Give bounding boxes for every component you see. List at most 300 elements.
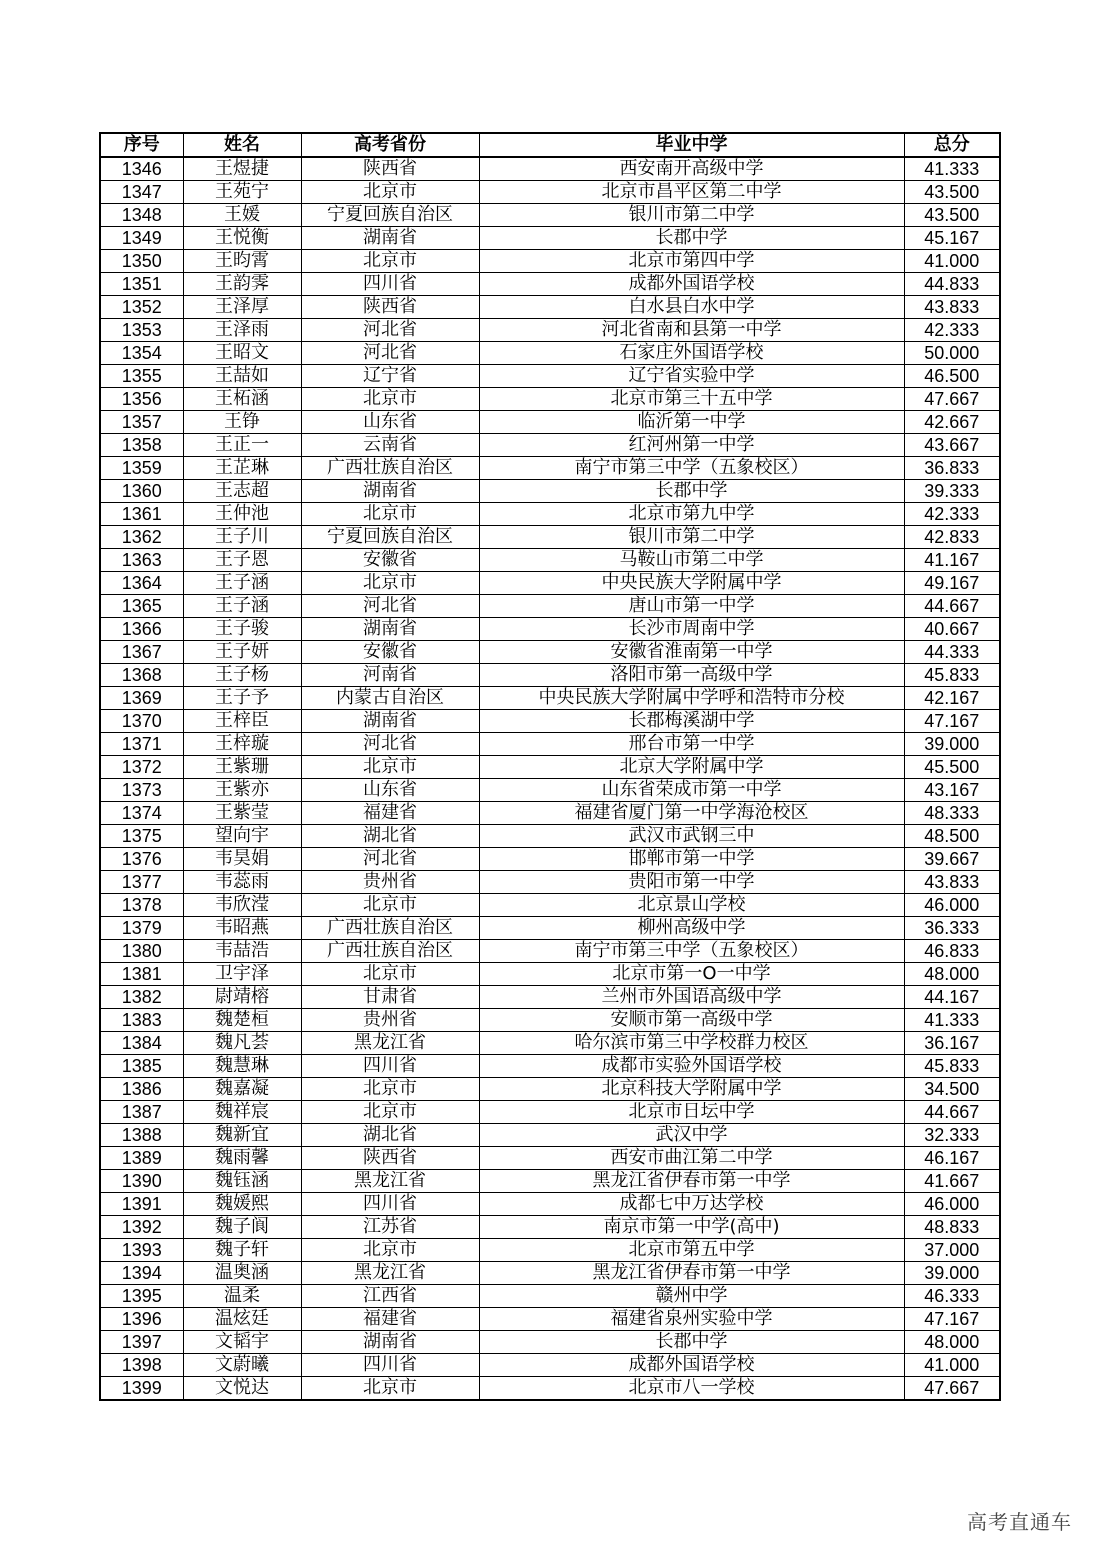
cell-score: 43.167 — [904, 779, 1000, 802]
cell-index: 1398 — [100, 1354, 183, 1377]
cell-index: 1392 — [100, 1216, 183, 1239]
table-row — [100, 273, 1000, 296]
cell-school: 北京市第五中学 — [479, 1239, 904, 1262]
cell-school: 银川市第二中学 — [479, 526, 904, 549]
cell-score: 46.000 — [904, 1193, 1000, 1216]
cell-score: 36.833 — [904, 457, 1000, 480]
cell-name: 王紫珊 — [183, 756, 301, 779]
cell-province: 江苏省 — [301, 1216, 479, 1239]
cell-index: 1360 — [100, 480, 183, 503]
table-row — [100, 342, 1000, 365]
cell-province: 黑龙江省 — [301, 1032, 479, 1055]
cell-school: 北京市日坛中学 — [479, 1101, 904, 1124]
cell-index: 1386 — [100, 1078, 183, 1101]
table-row — [100, 1170, 1000, 1193]
cell-index: 1374 — [100, 802, 183, 825]
cell-index: 1383 — [100, 1009, 183, 1032]
cell-score: 43.500 — [904, 181, 1000, 204]
cell-name: 王梓臣 — [183, 710, 301, 733]
table-row — [100, 1009, 1000, 1032]
cell-score: 48.333 — [904, 802, 1000, 825]
watermark: 高考直通车 — [967, 1510, 1072, 1534]
cell-school: 长沙市周南中学 — [479, 618, 904, 641]
table-row — [100, 250, 1000, 273]
cell-school: 北京市第三十五中学 — [479, 388, 904, 411]
cell-index: 1362 — [100, 526, 183, 549]
cell-score: 40.667 — [904, 618, 1000, 641]
cell-score: 34.500 — [904, 1078, 1000, 1101]
cell-index: 1366 — [100, 618, 183, 641]
cell-name: 王铮 — [183, 411, 301, 434]
cell-school: 安顺市第一高级中学 — [479, 1009, 904, 1032]
cell-index: 1351 — [100, 273, 183, 296]
cell-score: 46.000 — [904, 894, 1000, 917]
cell-school: 赣州中学 — [479, 1285, 904, 1308]
cell-school: 北京市八一学校 — [479, 1377, 904, 1401]
cell-school: 西安南开高级中学 — [479, 157, 904, 181]
cell-school: 黑龙江省伊春市第一中学 — [479, 1262, 904, 1285]
cell-province: 黑龙江省 — [301, 1262, 479, 1285]
cell-index: 1372 — [100, 756, 183, 779]
table-row — [100, 986, 1000, 1009]
cell-score: 48.000 — [904, 1331, 1000, 1354]
cell-province: 福建省 — [301, 802, 479, 825]
cell-province: 贵州省 — [301, 871, 479, 894]
cell-score: 48.833 — [904, 1216, 1000, 1239]
cell-score: 47.167 — [904, 710, 1000, 733]
table-row — [100, 480, 1000, 503]
cell-score: 42.167 — [904, 687, 1000, 710]
cell-score: 45.833 — [904, 1055, 1000, 1078]
table-row — [100, 802, 1000, 825]
table-row — [100, 664, 1000, 687]
table-row — [100, 1078, 1000, 1101]
header-index: 序号 — [100, 133, 183, 157]
cell-school: 唐山市第一中学 — [479, 595, 904, 618]
cell-province: 辽宁省 — [301, 365, 479, 388]
cell-province: 山东省 — [301, 411, 479, 434]
cell-index: 1353 — [100, 319, 183, 342]
cell-index: 1379 — [100, 917, 183, 940]
cell-province: 黑龙江省 — [301, 1170, 479, 1193]
cell-score: 42.333 — [904, 503, 1000, 526]
cell-school: 北京市第九中学 — [479, 503, 904, 526]
cell-name: 魏楚桓 — [183, 1009, 301, 1032]
table-row — [100, 848, 1000, 871]
cell-school: 邢台市第一中学 — [479, 733, 904, 756]
cell-name: 王子予 — [183, 687, 301, 710]
cell-name: 温炫廷 — [183, 1308, 301, 1331]
cell-province: 广西壮族自治区 — [301, 917, 479, 940]
cell-score: 37.000 — [904, 1239, 1000, 1262]
cell-school: 山东省荣成市第一中学 — [479, 779, 904, 802]
table-row — [100, 526, 1000, 549]
cell-score: 47.667 — [904, 1377, 1000, 1401]
cell-index: 1388 — [100, 1124, 183, 1147]
cell-score: 47.667 — [904, 388, 1000, 411]
cell-name: 王昀霄 — [183, 250, 301, 273]
cell-school: 北京大学附属中学 — [479, 756, 904, 779]
cell-province: 北京市 — [301, 963, 479, 986]
cell-province: 湖南省 — [301, 618, 479, 641]
cell-province: 北京市 — [301, 503, 479, 526]
cell-index: 1359 — [100, 457, 183, 480]
cell-name: 韦蕊雨 — [183, 871, 301, 894]
cell-name: 魏祥宸 — [183, 1101, 301, 1124]
cell-name: 韦喆浩 — [183, 940, 301, 963]
cell-score: 42.333 — [904, 319, 1000, 342]
cell-index: 1352 — [100, 296, 183, 319]
cell-name: 魏凡荟 — [183, 1032, 301, 1055]
table-row — [100, 1354, 1000, 1377]
cell-school: 长郡梅溪湖中学 — [479, 710, 904, 733]
cell-province: 湖南省 — [301, 227, 479, 250]
table-row — [100, 181, 1000, 204]
table-row — [100, 1124, 1000, 1147]
cell-school: 武汉中学 — [479, 1124, 904, 1147]
cell-name: 王子涵 — [183, 572, 301, 595]
cell-province: 湖南省 — [301, 710, 479, 733]
cell-index: 1363 — [100, 549, 183, 572]
cell-name: 文韬宇 — [183, 1331, 301, 1354]
cell-school: 长郡中学 — [479, 227, 904, 250]
cell-name: 王仲池 — [183, 503, 301, 526]
cell-name: 王苑宁 — [183, 181, 301, 204]
cell-index: 1357 — [100, 411, 183, 434]
cell-province: 陕西省 — [301, 157, 479, 181]
cell-score: 32.333 — [904, 1124, 1000, 1147]
cell-province: 四川省 — [301, 1055, 479, 1078]
cell-name: 魏慧琳 — [183, 1055, 301, 1078]
cell-name: 王子骏 — [183, 618, 301, 641]
cell-score: 45.500 — [904, 756, 1000, 779]
cell-name: 王子涵 — [183, 595, 301, 618]
cell-score: 44.667 — [904, 1101, 1000, 1124]
cell-school: 马鞍山市第二中学 — [479, 549, 904, 572]
cell-name: 魏子轩 — [183, 1239, 301, 1262]
cell-index: 1376 — [100, 848, 183, 871]
cell-score: 36.333 — [904, 917, 1000, 940]
cell-index: 1369 — [100, 687, 183, 710]
cell-score: 45.167 — [904, 227, 1000, 250]
table-row — [100, 1308, 1000, 1331]
table-row — [100, 1262, 1000, 1285]
cell-index: 1349 — [100, 227, 183, 250]
cell-index: 1371 — [100, 733, 183, 756]
table-row — [100, 503, 1000, 526]
cell-index: 1373 — [100, 779, 183, 802]
cell-name: 王紫莹 — [183, 802, 301, 825]
cell-school: 成都七中万达学校 — [479, 1193, 904, 1216]
cell-score: 44.667 — [904, 595, 1000, 618]
cell-province: 四川省 — [301, 273, 479, 296]
cell-province: 北京市 — [301, 894, 479, 917]
table-row — [100, 595, 1000, 618]
table-row — [100, 1377, 1000, 1401]
table-row — [100, 1239, 1000, 1262]
table-row — [100, 779, 1000, 802]
cell-province: 山东省 — [301, 779, 479, 802]
cell-school: 福建省泉州实验中学 — [479, 1308, 904, 1331]
score-table — [99, 132, 1001, 1401]
table-row — [100, 940, 1000, 963]
cell-score: 48.000 — [904, 963, 1000, 986]
cell-score: 41.167 — [904, 549, 1000, 572]
cell-index: 1367 — [100, 641, 183, 664]
cell-province: 甘肃省 — [301, 986, 479, 1009]
cell-name: 王子恩 — [183, 549, 301, 572]
cell-province: 北京市 — [301, 1377, 479, 1401]
cell-school: 河北省南和县第一中学 — [479, 319, 904, 342]
cell-name: 魏新宜 — [183, 1124, 301, 1147]
cell-province: 湖南省 — [301, 1331, 479, 1354]
table-row — [100, 1032, 1000, 1055]
cell-score: 41.000 — [904, 250, 1000, 273]
cell-name: 王子妍 — [183, 641, 301, 664]
cell-province: 北京市 — [301, 388, 479, 411]
cell-name: 尉靖榕 — [183, 986, 301, 1009]
cell-province: 四川省 — [301, 1354, 479, 1377]
table-row — [100, 319, 1000, 342]
cell-index: 1389 — [100, 1147, 183, 1170]
table-row — [100, 434, 1000, 457]
cell-school: 北京市昌平区第二中学 — [479, 181, 904, 204]
cell-index: 1370 — [100, 710, 183, 733]
cell-province: 北京市 — [301, 1239, 479, 1262]
cell-name: 王韵霁 — [183, 273, 301, 296]
cell-index: 1384 — [100, 1032, 183, 1055]
cell-index: 1348 — [100, 204, 183, 227]
cell-school: 北京市第四中学 — [479, 250, 904, 273]
cell-index: 1381 — [100, 963, 183, 986]
cell-score: 36.167 — [904, 1032, 1000, 1055]
cell-score: 44.167 — [904, 986, 1000, 1009]
cell-province: 北京市 — [301, 1078, 479, 1101]
cell-province: 内蒙古自治区 — [301, 687, 479, 710]
table-row — [100, 687, 1000, 710]
cell-school: 南宁市第三中学（五象校区） — [479, 457, 904, 480]
cell-school: 石家庄外国语学校 — [479, 342, 904, 365]
cell-province: 北京市 — [301, 250, 479, 273]
cell-score: 43.667 — [904, 434, 1000, 457]
cell-index: 1347 — [100, 181, 183, 204]
header-school: 毕业中学 — [479, 133, 904, 157]
cell-name: 王子川 — [183, 526, 301, 549]
cell-school: 邯郸市第一中学 — [479, 848, 904, 871]
cell-index: 1394 — [100, 1262, 183, 1285]
cell-index: 1355 — [100, 365, 183, 388]
table-row — [100, 365, 1000, 388]
cell-name: 温奥涵 — [183, 1262, 301, 1285]
cell-province: 福建省 — [301, 1308, 479, 1331]
cell-province: 广西壮族自治区 — [301, 940, 479, 963]
cell-school: 西安市曲江第二中学 — [479, 1147, 904, 1170]
table-row — [100, 572, 1000, 595]
table-row — [100, 157, 1000, 181]
header-name: 姓名 — [183, 133, 301, 157]
cell-score: 44.833 — [904, 273, 1000, 296]
cell-school: 北京科技大学附属中学 — [479, 1078, 904, 1101]
cell-index: 1377 — [100, 871, 183, 894]
cell-province: 安徽省 — [301, 549, 479, 572]
cell-score: 46.167 — [904, 1147, 1000, 1170]
cell-score: 41.333 — [904, 157, 1000, 181]
cell-province: 河北省 — [301, 342, 479, 365]
cell-index: 1365 — [100, 595, 183, 618]
cell-province: 广西壮族自治区 — [301, 457, 479, 480]
table-row — [100, 1055, 1000, 1078]
cell-school: 兰州市外国语高级中学 — [479, 986, 904, 1009]
cell-index: 1380 — [100, 940, 183, 963]
cell-name: 王泽厚 — [183, 296, 301, 319]
cell-name: 韦昊娟 — [183, 848, 301, 871]
cell-score: 39.667 — [904, 848, 1000, 871]
table-row — [100, 1285, 1000, 1308]
cell-score: 44.333 — [904, 641, 1000, 664]
cell-school: 柳州高级中学 — [479, 917, 904, 940]
cell-province: 贵州省 — [301, 1009, 479, 1032]
cell-name: 温柔 — [183, 1285, 301, 1308]
cell-school: 长郡中学 — [479, 1331, 904, 1354]
cell-score: 42.833 — [904, 526, 1000, 549]
cell-index: 1361 — [100, 503, 183, 526]
table-row — [100, 710, 1000, 733]
cell-school: 长郡中学 — [479, 480, 904, 503]
cell-school: 南京市第一中学(高中) — [479, 1216, 904, 1239]
cell-score: 48.500 — [904, 825, 1000, 848]
cell-index: 1368 — [100, 664, 183, 687]
table-row — [100, 1147, 1000, 1170]
table-row — [100, 1193, 1000, 1216]
cell-name: 王子杨 — [183, 664, 301, 687]
header-province: 高考省份 — [301, 133, 479, 157]
cell-province: 湖南省 — [301, 480, 479, 503]
table-row — [100, 227, 1000, 250]
cell-score: 47.167 — [904, 1308, 1000, 1331]
cell-score: 39.333 — [904, 480, 1000, 503]
cell-school: 黑龙江省伊春市第一中学 — [479, 1170, 904, 1193]
cell-name: 魏钰涵 — [183, 1170, 301, 1193]
table-row — [100, 894, 1000, 917]
cell-school: 成都外国语学校 — [479, 273, 904, 296]
cell-score: 43.833 — [904, 296, 1000, 319]
cell-index: 1354 — [100, 342, 183, 365]
cell-school: 辽宁省实验中学 — [479, 365, 904, 388]
cell-school: 银川市第二中学 — [479, 204, 904, 227]
cell-index: 1391 — [100, 1193, 183, 1216]
cell-province: 河南省 — [301, 664, 479, 687]
cell-score: 46.333 — [904, 1285, 1000, 1308]
table-row — [100, 411, 1000, 434]
cell-index: 1346 — [100, 157, 183, 181]
cell-school: 中央民族大学附属中学呼和浩特市分校 — [479, 687, 904, 710]
cell-score: 39.000 — [904, 1262, 1000, 1285]
cell-score: 41.667 — [904, 1170, 1000, 1193]
cell-school: 北京市第一O一中学 — [479, 963, 904, 986]
table-row — [100, 641, 1000, 664]
cell-school: 白水县白水中学 — [479, 296, 904, 319]
cell-index: 1382 — [100, 986, 183, 1009]
cell-index: 1375 — [100, 825, 183, 848]
table-row — [100, 549, 1000, 572]
cell-province: 河北省 — [301, 319, 479, 342]
cell-index: 1356 — [100, 388, 183, 411]
cell-score: 49.167 — [904, 572, 1000, 595]
cell-name: 韦欣滢 — [183, 894, 301, 917]
cell-school: 安徽省淮南第一中学 — [479, 641, 904, 664]
table-row — [100, 733, 1000, 756]
cell-name: 文悦达 — [183, 1377, 301, 1401]
cell-index: 1378 — [100, 894, 183, 917]
cell-score: 42.667 — [904, 411, 1000, 434]
cell-school: 武汉市武钢三中 — [479, 825, 904, 848]
cell-school: 成都市实验外国语学校 — [479, 1055, 904, 1078]
cell-name: 韦昭燕 — [183, 917, 301, 940]
cell-name: 魏子阆 — [183, 1216, 301, 1239]
cell-name: 魏嘉凝 — [183, 1078, 301, 1101]
cell-score: 50.000 — [904, 342, 1000, 365]
cell-province: 北京市 — [301, 756, 479, 779]
cell-name: 王正一 — [183, 434, 301, 457]
cell-province: 陕西省 — [301, 296, 479, 319]
cell-name: 王芷琳 — [183, 457, 301, 480]
cell-school: 贵阳市第一中学 — [479, 871, 904, 894]
table-row — [100, 618, 1000, 641]
cell-name: 王泽雨 — [183, 319, 301, 342]
cell-score: 43.833 — [904, 871, 1000, 894]
table-row — [100, 917, 1000, 940]
cell-index: 1395 — [100, 1285, 183, 1308]
table-row — [100, 296, 1000, 319]
cell-school: 红河州第一中学 — [479, 434, 904, 457]
cell-province: 湖北省 — [301, 1124, 479, 1147]
cell-province: 河北省 — [301, 733, 479, 756]
cell-index: 1393 — [100, 1239, 183, 1262]
cell-name: 魏雨馨 — [183, 1147, 301, 1170]
table-row — [100, 204, 1000, 227]
header-row — [100, 133, 1000, 157]
table-row — [100, 457, 1000, 480]
table-row — [100, 756, 1000, 779]
cell-name: 王昭文 — [183, 342, 301, 365]
table-row — [100, 1101, 1000, 1124]
cell-score: 46.500 — [904, 365, 1000, 388]
cell-index: 1350 — [100, 250, 183, 273]
cell-province: 江西省 — [301, 1285, 479, 1308]
cell-province: 安徽省 — [301, 641, 479, 664]
cell-score: 41.333 — [904, 1009, 1000, 1032]
cell-index: 1396 — [100, 1308, 183, 1331]
cell-score: 45.833 — [904, 664, 1000, 687]
cell-score: 43.500 — [904, 204, 1000, 227]
table-row — [100, 1331, 1000, 1354]
cell-score: 46.833 — [904, 940, 1000, 963]
cell-province: 宁夏回族自治区 — [301, 526, 479, 549]
cell-name: 王梓璇 — [183, 733, 301, 756]
cell-index: 1387 — [100, 1101, 183, 1124]
header-score: 总分 — [904, 133, 1000, 157]
cell-name: 魏媛熙 — [183, 1193, 301, 1216]
cell-name: 卫宇泽 — [183, 963, 301, 986]
cell-school: 临沂第一中学 — [479, 411, 904, 434]
cell-province: 北京市 — [301, 572, 479, 595]
cell-school: 成都外国语学校 — [479, 1354, 904, 1377]
cell-index: 1358 — [100, 434, 183, 457]
cell-province: 北京市 — [301, 1101, 479, 1124]
cell-index: 1390 — [100, 1170, 183, 1193]
cell-index: 1385 — [100, 1055, 183, 1078]
cell-province: 河北省 — [301, 595, 479, 618]
